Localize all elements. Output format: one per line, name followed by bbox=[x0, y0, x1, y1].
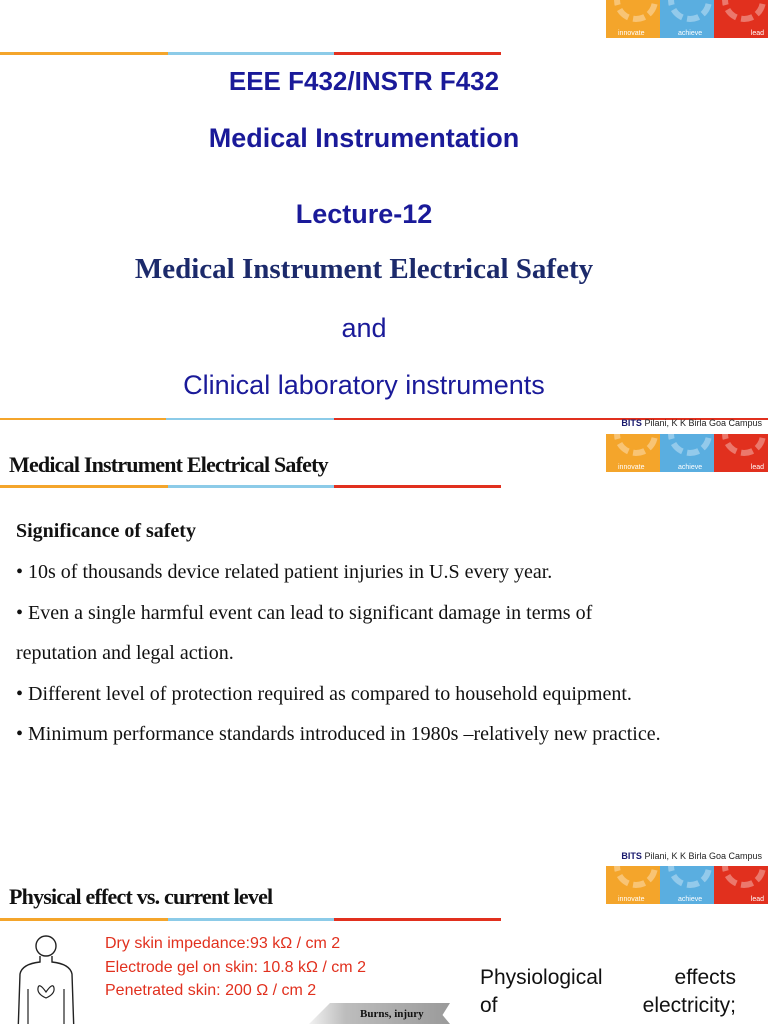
title-slide bbox=[0, 0, 768, 418]
bullet-line: • Minimum performance standards introduced in 1980s –relatively new practice. bbox=[16, 723, 661, 745]
bullet-line: • Even a single harmful event can lead to significant damage in terms of bbox=[16, 601, 593, 624]
physio-line: Physiological effects bbox=[480, 966, 736, 989]
human-figure-icon bbox=[10, 934, 80, 1024]
campus-footer: BITS Pilani, K K Birla Goa Campus bbox=[621, 851, 762, 861]
burns-injury-label: Burns, injury bbox=[360, 1008, 424, 1020]
course-code: EEE F432/INSTR F432 bbox=[228, 66, 500, 96]
bullet-line: reputation and legal action. bbox=[16, 642, 234, 664]
brand-banner bbox=[606, 434, 768, 472]
campus-footer: BITS Pilani, K K Birla Goa Campus bbox=[621, 418, 762, 428]
banner-achieve: achieve bbox=[660, 0, 714, 38]
banner-achieve: achieve bbox=[660, 434, 714, 472]
lecture-subtopic: Clinical laboratory instruments bbox=[183, 370, 545, 400]
brand-banner bbox=[606, 0, 768, 38]
slide-title: Physical effect vs. current level bbox=[9, 884, 273, 909]
topic-connector: and bbox=[341, 313, 387, 343]
lecture-number: Lecture-12 bbox=[295, 199, 433, 229]
banner-innovate: innovate bbox=[606, 0, 660, 38]
bullet-list bbox=[16, 552, 661, 755]
lecture-topic: Medical Instrument Electrical Safety bbox=[134, 253, 594, 285]
impedance-line: Dry skin impedance:93 kΩ / cm 2 bbox=[105, 935, 341, 952]
banner-lead: lead bbox=[714, 0, 768, 38]
banner-innovate: innovate bbox=[606, 866, 660, 904]
safety-slide bbox=[0, 418, 768, 848]
banner-lead: lead bbox=[714, 866, 768, 904]
section-heading: Significance of safety bbox=[16, 520, 196, 542]
impedance-list bbox=[105, 932, 366, 1003]
impedance-line: Penetrated skin: 200 Ω / cm 2 bbox=[105, 982, 317, 999]
tricolor-rule bbox=[0, 918, 501, 921]
bullet-line: • 10s of thousands device related patient injuries in U.S every year. bbox=[16, 561, 553, 583]
tricolor-rule bbox=[0, 485, 501, 488]
banner-achieve: achieve bbox=[660, 866, 714, 904]
current-level-slide bbox=[0, 848, 768, 1024]
brand-banner bbox=[606, 866, 768, 904]
physiological-effects-text bbox=[480, 964, 736, 1020]
banner-lead: lead bbox=[714, 434, 768, 472]
slide-title: Medical Instrument Electrical Safety bbox=[9, 452, 328, 477]
banner-innovate: innovate bbox=[606, 434, 660, 472]
physio-line: of electricity; bbox=[480, 994, 736, 1017]
tricolor-rule bbox=[0, 52, 501, 55]
bullet-line: • Different level of protection required as compared to household equipment. bbox=[16, 682, 632, 705]
course-name: Medical Instrumentation bbox=[208, 123, 520, 153]
impedance-line: Electrode gel on skin: 10.8 kΩ / cm 2 bbox=[105, 958, 366, 976]
